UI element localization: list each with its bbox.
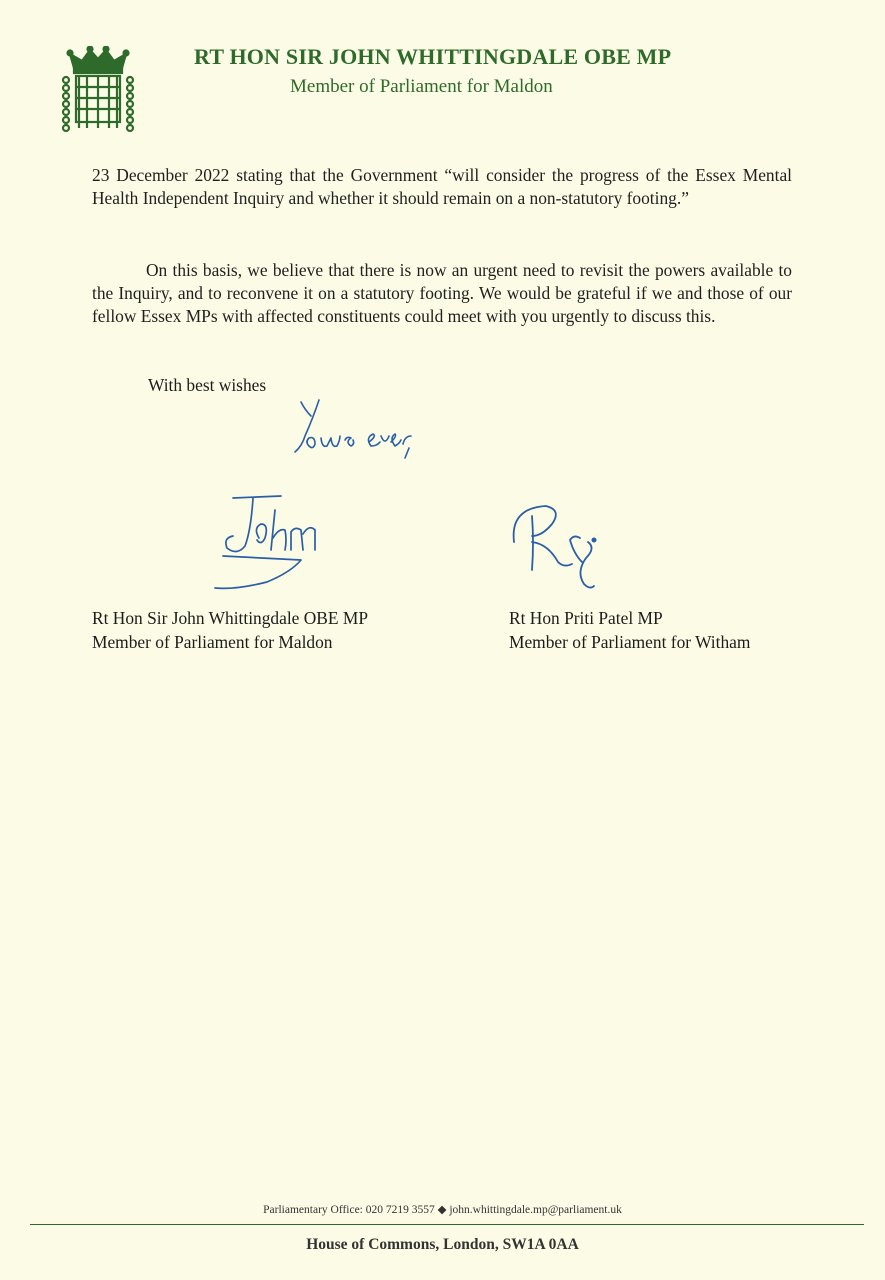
header-constituency: Member of Parliament for Maldon xyxy=(290,76,553,97)
signatory-priti-patel xyxy=(509,606,750,654)
letter-closing: With best wishes xyxy=(148,375,267,395)
signatory-name: Rt Hon Sir John Whittingdale OBE MP xyxy=(92,608,369,628)
signatory-role: Member of Parliament for Maldon xyxy=(92,632,333,652)
letter-paragraph: 23 December 2022 stating that the Government “will consider the progress of the Essex Mental Health Independent Inquiry and whether it should remain on a non-statutory footing.” xyxy=(92,165,792,208)
portcullis-crown-icon xyxy=(60,46,136,138)
signature-priti-patel xyxy=(508,500,613,595)
signatory-name: Rt Hon Priti Patel MP xyxy=(509,608,663,628)
footer-divider xyxy=(30,1224,864,1225)
handwritten-note xyxy=(285,398,425,470)
signatory-john-whittingdale xyxy=(92,606,368,654)
signatory-role: Member of Parliament for Witham xyxy=(509,632,751,652)
signature-john xyxy=(205,490,320,590)
letter-paragraph: On this basis, we believe that there is now an urgent need to revisit the powers available to the Inquiry, and to reconvene it on a statutory footing. We would be grateful if we and those of our fellow Essex MPs with affected constituents could meet with you urgently to discuss this. xyxy=(92,260,792,326)
footer-address: House of Commons, London, SW1A 0AA xyxy=(306,1236,579,1253)
footer-contact-line: Parliamentary Office: 020 7219 3557 ◆ john.whittingdale.mp@parliament.uk xyxy=(263,1204,622,1216)
header-mp-name: RT HON SIR JOHN WHITTINGDALE OBE MP xyxy=(194,44,672,69)
